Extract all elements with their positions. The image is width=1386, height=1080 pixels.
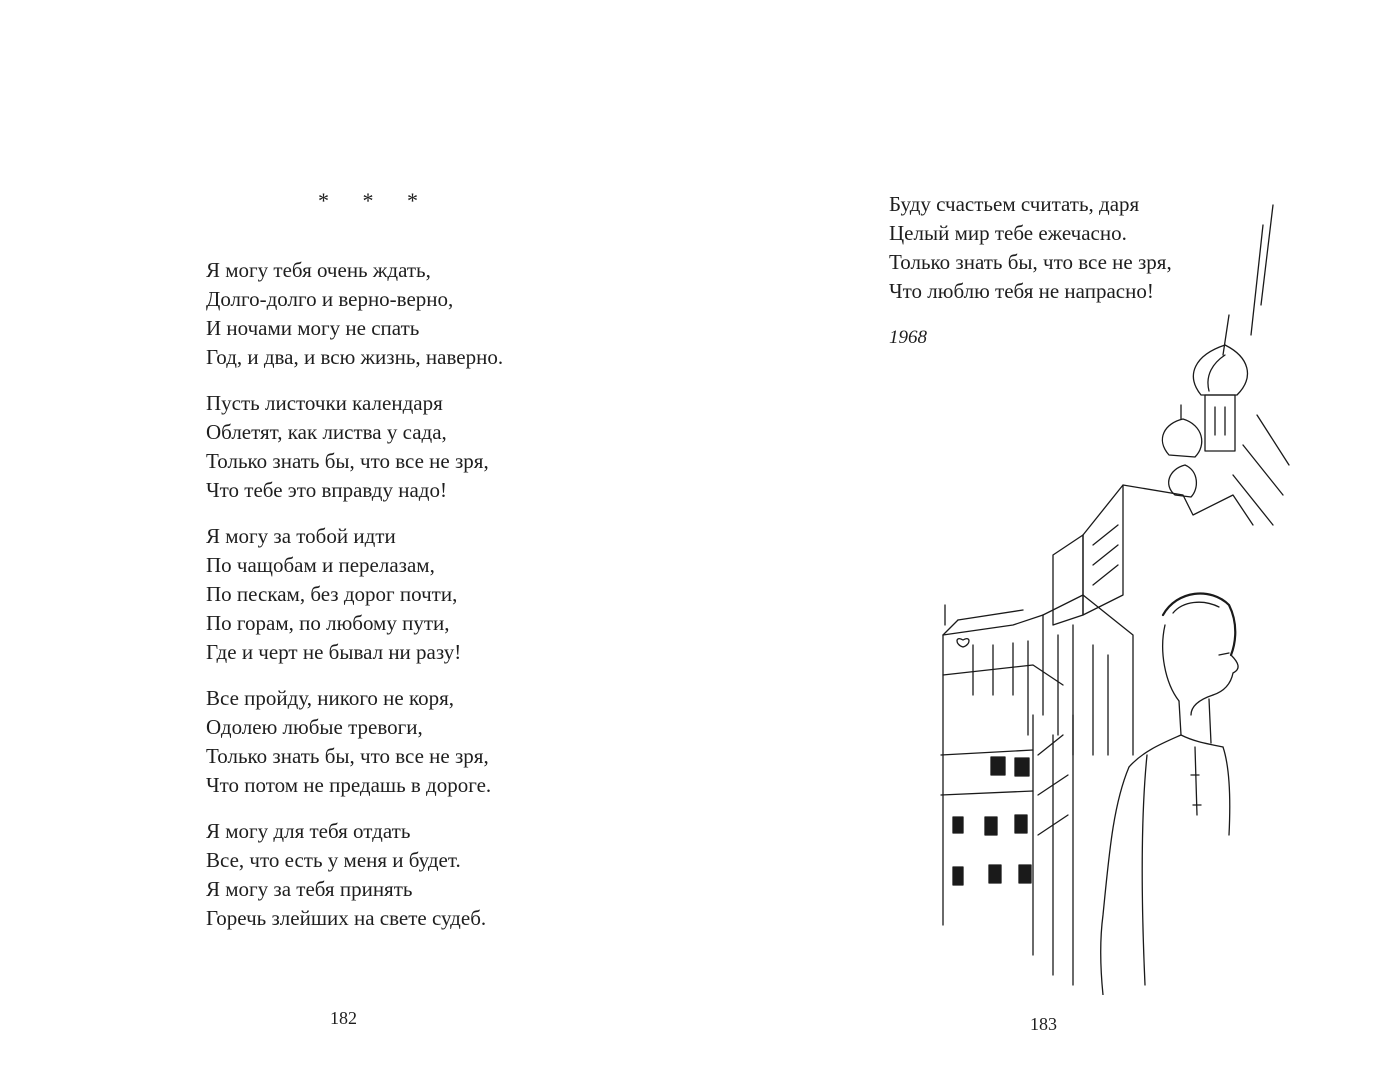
- poem-line: Только знать бы, что все не зря,: [889, 250, 1172, 274]
- poem-line: Год, и два, и всю жизнь, наверно.: [206, 345, 504, 369]
- poem-line: Я могу для тебя отдать: [206, 819, 411, 843]
- poem-line: Я могу за тобой идти: [206, 524, 396, 548]
- poem-line: Буду счастьем считать, даря: [889, 192, 1140, 216]
- poem-line: Облетят, как листва у сада,: [206, 420, 447, 444]
- poem-line: Пусть листочки календаря: [206, 391, 443, 415]
- stanza-4: [206, 684, 503, 800]
- poem-text: [206, 256, 503, 950]
- poem-line: Что потом не предашь в дороге.: [206, 773, 492, 797]
- poem-line: Я могу за тебя принять: [206, 877, 413, 901]
- stanza-3: [206, 522, 503, 667]
- poem-line: По пескам, без дорог почти,: [206, 582, 458, 606]
- poem-line: Где и черт не бывал ни разу!: [206, 640, 462, 664]
- poem-line: Что тебе это вправду надо!: [206, 478, 447, 502]
- poem-line: Горечь злейших на свете судеб.: [206, 906, 487, 930]
- stanza-5: [206, 817, 503, 933]
- asterism: * * *: [318, 188, 432, 213]
- poem-date: 1968: [889, 327, 927, 348]
- pen-sketch-illustration: [933, 195, 1293, 995]
- poem-line: Что люблю тебя не напрасно!: [889, 279, 1154, 303]
- town-buildings: [941, 485, 1253, 985]
- poem-line: Я могу тебя очень ждать,: [206, 258, 431, 282]
- poem-line: Все пройду, никого не коря,: [206, 686, 455, 710]
- poem-line: И ночами могу не спать: [206, 316, 420, 340]
- poem-line: Только знать бы, что все не зря,: [206, 744, 489, 768]
- young-man-figure: [1101, 594, 1238, 995]
- poem-line: По чащобам и перелазам,: [206, 553, 435, 577]
- right-page: [693, 0, 1386, 1080]
- poem-line: По горам, по любому пути,: [206, 611, 450, 635]
- poem-line: Целый мир тебе ежечасно.: [889, 221, 1127, 245]
- page-number: 182: [330, 1008, 357, 1028]
- page-number: 183: [1030, 1014, 1057, 1034]
- stanza-2: [206, 389, 503, 505]
- poem-line: Одолею любые тревоги,: [206, 715, 423, 739]
- poem-line: Долго-долго и верно-верно,: [206, 287, 454, 311]
- poem-line: Только знать бы, что все не зря,: [206, 449, 489, 473]
- poem-line: Все, что есть у меня и будет.: [206, 848, 461, 872]
- stanza-1: [206, 256, 503, 372]
- church-domes: [1162, 205, 1289, 525]
